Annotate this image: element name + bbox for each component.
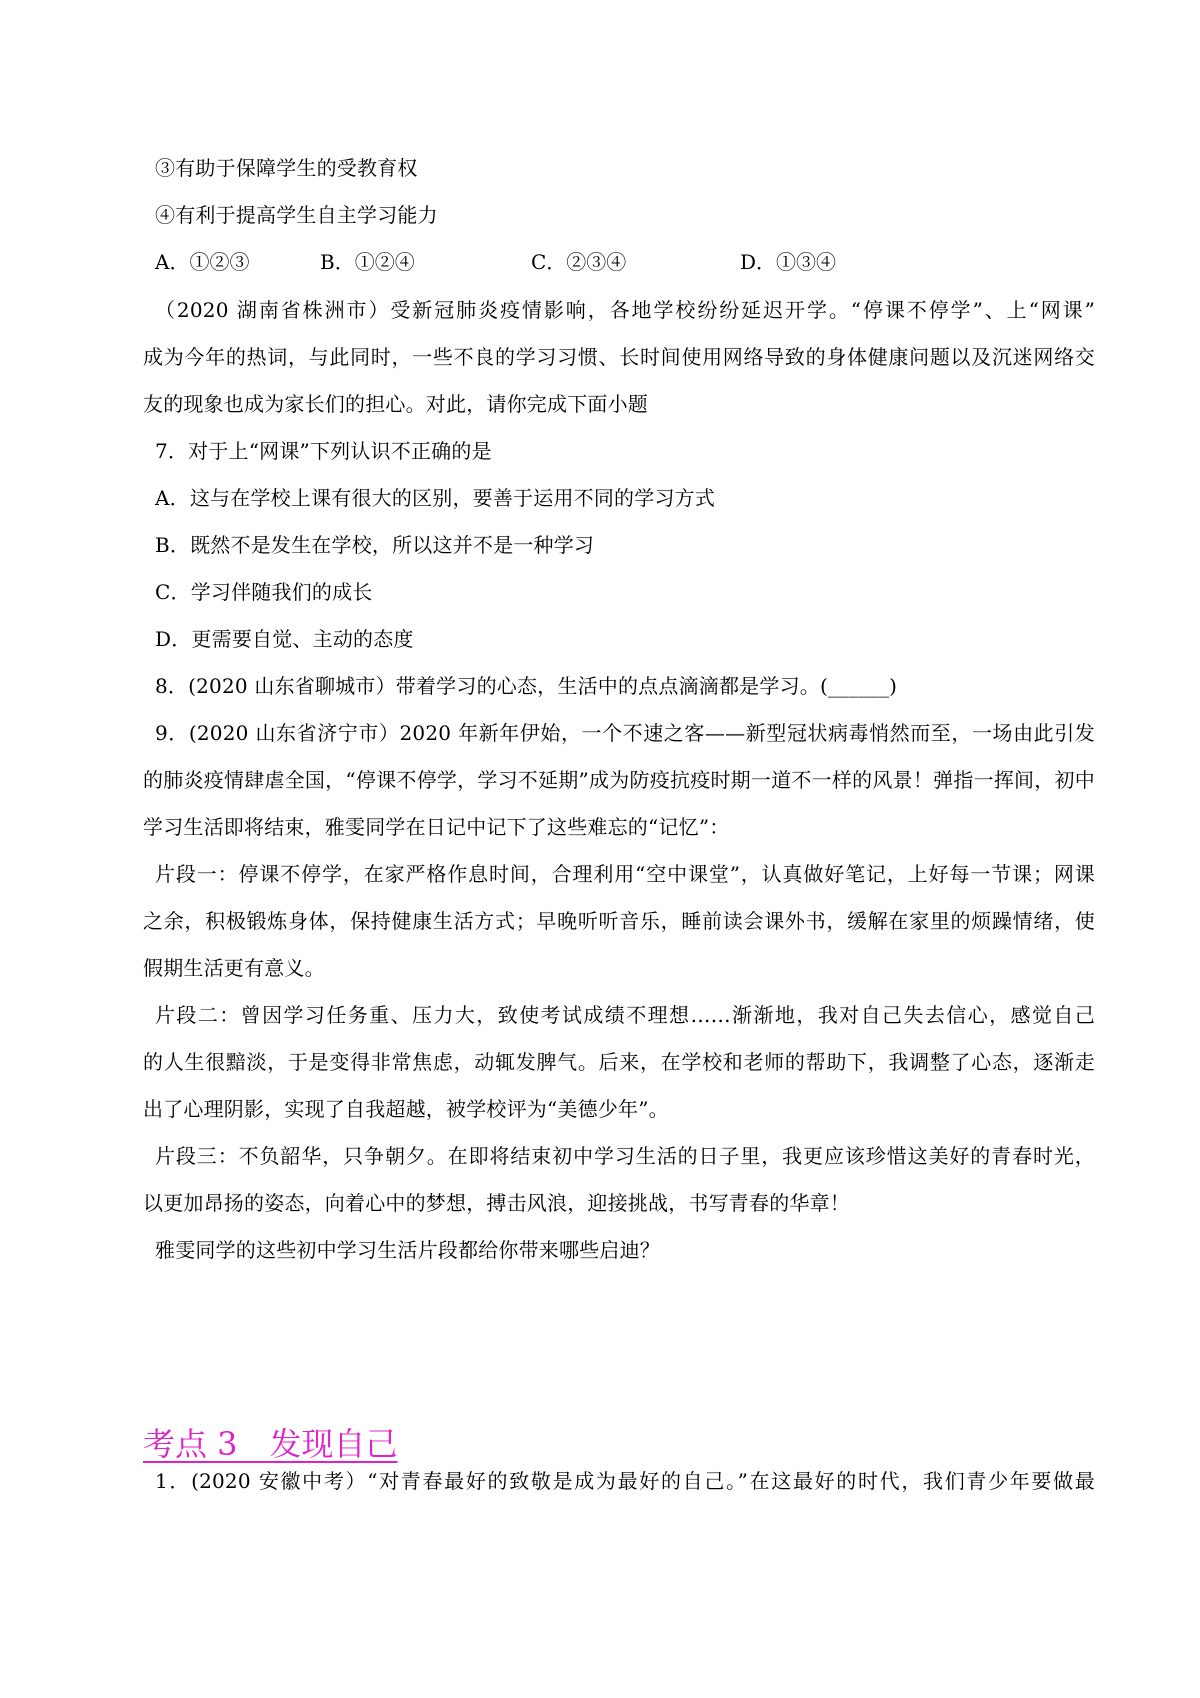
fragment-3-line-1: 片段三：不负韶华，只争朝夕。在即将结束初中学习生活的日子里，我更应该珍惜这美好的青春时光， xyxy=(155,1144,1095,1168)
fragment-1-line-1: 片段一：停课不停学，在家严格作息时间，合理利用“空中课堂”，认真做好笔记，上好每一节课；网课 xyxy=(155,862,1095,886)
question-9-line-3: 学习生活即将结束，雅雯同学在日记中记下了这些难忘的“记忆”： xyxy=(143,815,730,839)
fragment-2-line-3: 出了心理阴影，实现了自我超越，被学校评为“美德少年”。 xyxy=(143,1097,669,1121)
fragment-2-line-2: 的人生很黯淡，于是变得非常焦虑，动辄发脾气。后来，在学校和老师的帮助下，我调整了心态，逐渐走 xyxy=(143,1050,1095,1074)
passage-intro-line-2: 成为今年的热词，与此同时，一些不良的学习习惯、长时间使用网络导致的身体健康问题以及沉迷网络交 xyxy=(143,345,1095,369)
option-3-text: ③有助于保障学生的受教育权 xyxy=(155,156,418,180)
section-question-1: 1．(2020 安徽中考）“对青春最好的致敬是成为最好的自己。”在这最好的时代，我们青少年要做最 xyxy=(155,1469,1095,1493)
answer-choices xyxy=(155,248,1055,276)
passage-intro-line-3: 友的现象也成为家长们的担心。对此，请你完成下面小题 xyxy=(143,392,648,416)
fragment-1-line-3: 假期生活更有意义。 xyxy=(143,956,325,980)
passage-intro-line-1: （2020 湖南省株洲市）受新冠肺炎疫情影响，各地学校纷纷延迟开学。“停课不停学”、上“网课” xyxy=(155,298,1095,322)
question-9-line-1: 9．(2020 山东省济宁市）2020 年新年伊始，一个不速之客——新型冠状病毒悄然而至，一场由此引发 xyxy=(155,721,1095,745)
section-title: 考点 3 发现自己 xyxy=(143,1425,398,1463)
choice-b: B．①②④ xyxy=(320,250,415,274)
question-7-option-a: A．这与在学校上课有很大的区别，要善于运用不同的学习方式 xyxy=(155,486,716,510)
question-7-option-d: D．更需要自觉、主动的态度 xyxy=(155,627,414,651)
fragment-3-line-2: 以更加昂扬的姿态，向着心中的梦想，搏击风浪，迎接挑战，书写青春的华章！ xyxy=(143,1191,850,1215)
choice-d: D．①③④ xyxy=(740,250,837,274)
question-8: 8．(2020 山东省聊城市）带着学习的心态，生活中的点点滴滴都是学习。(______) xyxy=(155,674,898,698)
choice-c: C．②③④ xyxy=(531,250,627,274)
option-4-text: ④有利于提高学生自主学习能力 xyxy=(155,203,438,227)
fragment-1-line-2: 之余，积极锻炼身体，保持健康生活方式；早晚听听音乐，睡前读会课外书，缓解在家里的烦躁情绪，使 xyxy=(143,909,1095,933)
question-7-option-c: C．学习伴随我们的成长 xyxy=(155,580,373,604)
question-9-line-2: 的肺炎疫情肆虐全国，“停课不停学，学习不延期”成为防疫抗疫时期一道不一样的风景！弹指一挥间，初中 xyxy=(143,768,1095,792)
fragment-2-line-1: 片段二：曾因学习任务重、压力大，致使考试成绩不理想……渐渐地，我对自己失去信心，感觉自己 xyxy=(155,1003,1095,1027)
question-7-option-b: B．既然不是发生在学校，所以这并不是一种学习 xyxy=(155,533,595,557)
choice-a: A．①②③ xyxy=(155,250,250,274)
question-7: 7．对于上“网课”下列认识不正确的是 xyxy=(155,439,492,463)
question-9-prompt: 雅雯同学的这些初中学习生活片段都给你带来哪些启迪？ xyxy=(155,1238,660,1262)
